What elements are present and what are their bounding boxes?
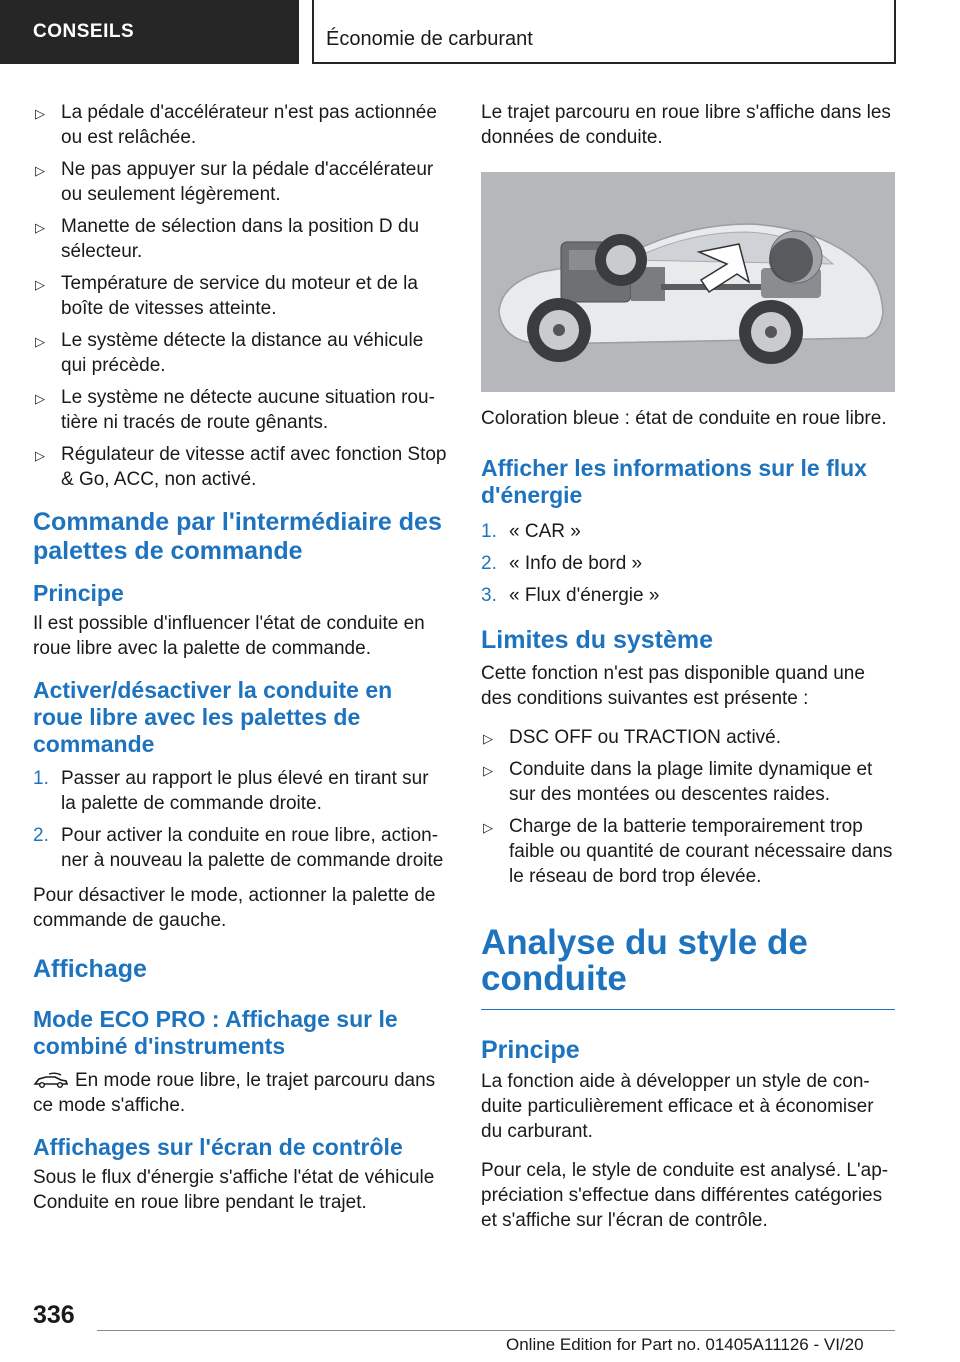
page-header — [0, 0, 960, 66]
car-illustration — [481, 172, 895, 392]
step-item: 1. « CAR » — [481, 521, 581, 542]
bullet-icon: ▷ — [35, 448, 45, 463]
paragraph-desactiver: Pour désactiver le mode, actionner la palette de commande de gauche. — [33, 885, 436, 931]
bullet-icon: ▷ — [35, 391, 45, 406]
heading-principe: Principe — [33, 580, 124, 606]
section-tab — [0, 0, 299, 64]
list-item: ▷ Conduite dans la plage limite dynamique et sur des montées ou descentes raides. — [483, 759, 873, 805]
conditions-list — [33, 100, 447, 492]
menu-steps — [481, 519, 895, 608]
paragraph-principe: Il est possible d'influencer l'état de conduite en roue libre avec la palette de commande. — [33, 613, 425, 659]
step-item: 2. « Info de bord » — [481, 553, 643, 574]
step-item: 2. Pour activer la conduite en roue libre, action-ner à nouveau la palette de commande droite — [33, 825, 444, 871]
edition-note: Online Edition for Part no. 01405A11126 - VI/20 — [506, 1335, 864, 1354]
heading-principe-right: Principe — [481, 1036, 580, 1064]
paragraph-limites: Cette fonction n'est pas disponible quand une des conditions suivantes est présente : — [481, 663, 865, 709]
bullet-icon: ▷ — [483, 731, 493, 746]
bullet-icon: ▷ — [483, 820, 493, 835]
list-item: ▷ Ne pas appuyer sur la pédale d'accélérateur ou seulement légèrement. — [35, 159, 434, 205]
list-item: ▷ Charge de la batterie temporairement trop faible ou quantité de courant nécessaire dans le réseau de bord trop élevée. — [483, 816, 893, 887]
paragraph-trajet: Le trajet parcouru en roue libre s'affiche dans les données de conduite. — [481, 102, 891, 148]
limits-list — [481, 725, 895, 889]
heading-analyse: Analyse du style de conduite — [481, 925, 895, 1010]
bullet-icon: ▷ — [35, 106, 45, 121]
heading-activer: Activer/désactiver la conduite en roue libre avec les palettes de commande — [33, 677, 393, 757]
coasting-car-icon — [33, 1072, 69, 1088]
paragraph-mode-eco: En mode roue libre, le trajet parcouru dans ce mode s'affiche. — [33, 1070, 436, 1116]
list-item: ▷ DSC OFF ou TRACTION activé. — [481, 725, 895, 750]
car-drivetrain-image — [481, 172, 895, 392]
step-item: 3. « Flux d'énergie » — [481, 585, 660, 606]
section-label: CONSEILS — [33, 21, 135, 42]
list-item: ▷ Le système ne détecte aucune situation rou-tière ni tracés de route gênants. — [35, 387, 435, 433]
list-item: ▷ La pédale d'accélérateur n'est pas actionnée ou est relâchée. — [35, 102, 437, 148]
bullet-icon: ▷ — [483, 763, 493, 778]
heading-limites: Limites du système — [481, 626, 714, 654]
step-item: 1. Passer au rapport le plus élevé en tirant sur la palette de commande droite. — [33, 768, 429, 814]
activation-steps — [33, 766, 447, 873]
list-item: ▷ Le système détecte la distance au véhicule qui précède. — [35, 330, 424, 376]
paragraph-principe-1: La fonction aide à développer un style de con-duite particulièrement efficace et à économiser du carburant. — [481, 1071, 874, 1142]
figure-caption: Coloration bleue : état de conduite en roue libre. — [481, 408, 887, 429]
heading-mode-eco: Mode ECO PRO : Affichage sur le combiné d'instruments — [33, 1006, 398, 1059]
heading-afficher: Afficher les informations sur le flux d'énergie — [481, 455, 867, 508]
page-number: 336 — [33, 1301, 75, 1329]
right-column — [481, 100, 895, 1247]
list-item: ▷ Manette de sélection dans la position D du sélecteur. — [35, 216, 420, 262]
left-column — [33, 100, 447, 1229]
heading-affichages-ecran: Affichages sur l'écran de contrôle — [33, 1134, 403, 1160]
heading-affichage: Affichage — [33, 955, 147, 983]
heading-commande: Commande par l'intermédiaire des palettes de commande — [33, 508, 442, 565]
paragraph-principe-2: Pour cela, le style de conduite est analysé. L'ap-préciation s'effectue dans différentes catégories et s'affiche sur l'écran de contrôle. — [481, 1160, 889, 1231]
bullet-icon: ▷ — [35, 334, 45, 349]
list-item: ▷ Régulateur de vitesse actif avec fonction Stop & Go, ACC, non activé. — [35, 444, 447, 490]
bullet-icon: ▷ — [35, 220, 45, 235]
bullet-icon: ▷ — [35, 277, 45, 292]
paragraph-affichages-ecran: Sous le flux d'énergie s'affiche l'état de véhicule Conduite en roue libre pendant le trajet. — [33, 1167, 435, 1213]
footer-divider — [97, 1330, 895, 1331]
bullet-icon: ▷ — [35, 163, 45, 178]
chapter-title: Économie de carburant — [326, 28, 533, 50]
list-item: ▷ Température de service du moteur et de la boîte de vitesses atteinte. — [35, 273, 418, 319]
